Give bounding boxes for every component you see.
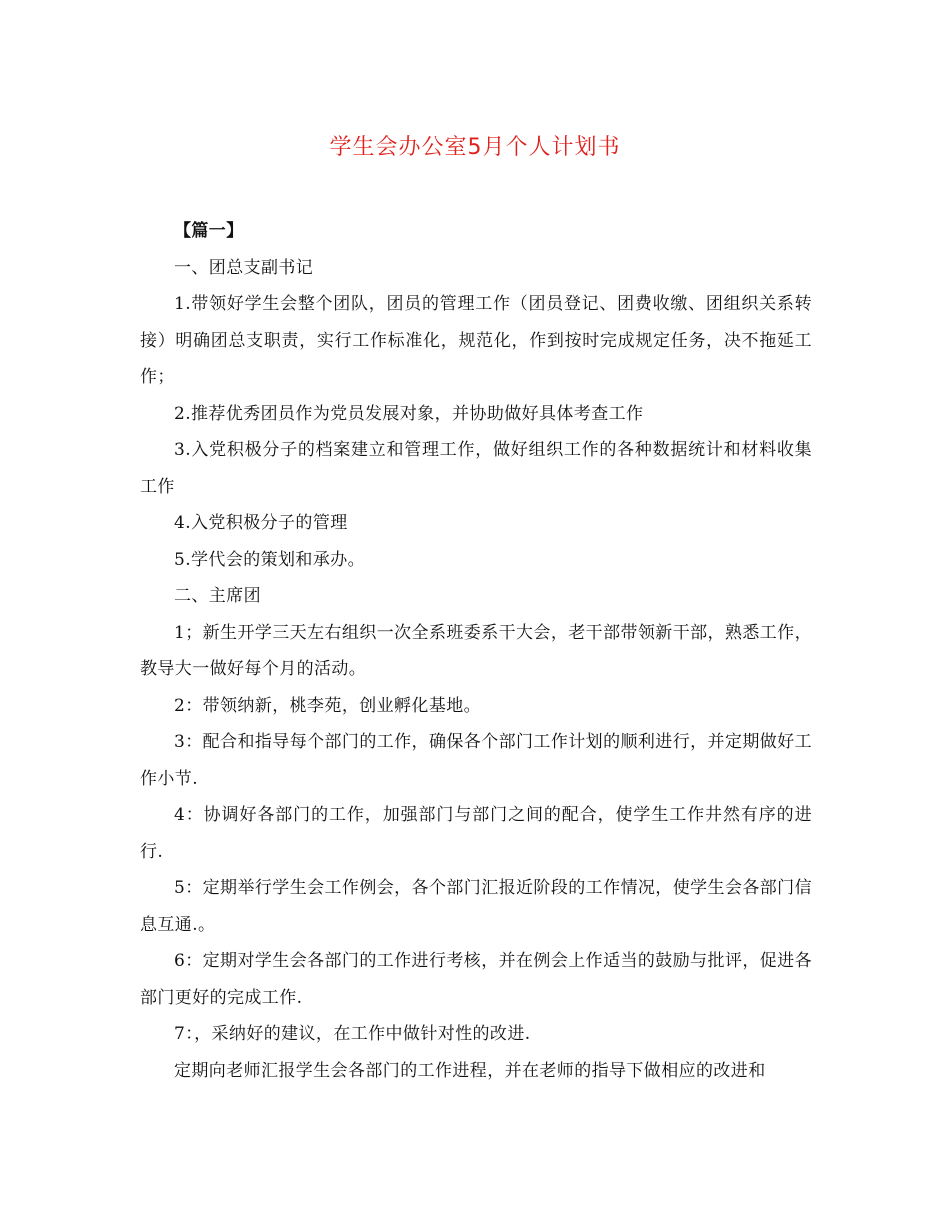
paragraph: 定期向老师汇报学生会各部门的工作进程，并在老师的指导下做相应的改进和 (174, 1060, 766, 1081)
document-body (140, 213, 812, 1089)
paragraph: 4.入党积极分子的管理 (174, 513, 348, 533)
paragraph: 3.入党积极分子的档案建立和管理工作，做好组织工作的各种数据统计和材料收集工作 (140, 440, 812, 497)
paragraph: 1.带领好学生会整个团队，团员的管理工作（团员登记、团费收缴、团组织关系转接）明确团总支职责，实行工作标准化，规范化，作到按时完成规定任务，决不拖延工作； (140, 294, 812, 387)
paragraph: 2：带领纳新，桃李苑，创业孵化基地。 (174, 695, 482, 716)
heading-deputy-secretary: 一、团总支副书记 (174, 257, 314, 278)
heading-presidium: 二、主席团 (174, 586, 261, 606)
paragraph: 6：定期对学生会各部门的工作进行考核，并在例会上作适当的鼓励与批评，促进各部门更好的完成工作. (140, 951, 812, 1008)
paragraph: 3：配合和指导每个部门的工作，确保各个部门工作计划的顺利进行，并定期做好工作小节. (140, 732, 812, 789)
paragraph: 7：，采纳好的建议，在工作中做针对性的改进. (174, 1024, 531, 1044)
paragraph: 4：协调好各部门的工作，加强部门与部门之间的配合，使学生工作井然有序的进行. (140, 805, 812, 862)
paragraph: 2.推荐优秀团员作为党员发展对象，并协助做好具体考查工作 (174, 403, 644, 424)
paragraph: 5.学代会的策划和承办。 (174, 549, 366, 570)
paragraph: 1；新生开学三天左右组织一次全系班委系干大会，老干部带领新干部，熟悉工作，教导大一做好每个月的活动。 (140, 622, 812, 679)
document-title: 学生会办公室5月个人计划书 (329, 135, 621, 160)
section-marker: 【篇一】 (174, 221, 244, 241)
paragraph: 5：定期举行学生会工作例会，各个部门汇报近阶段的工作情况，使学生会各部门信息互通.。 (140, 878, 812, 935)
